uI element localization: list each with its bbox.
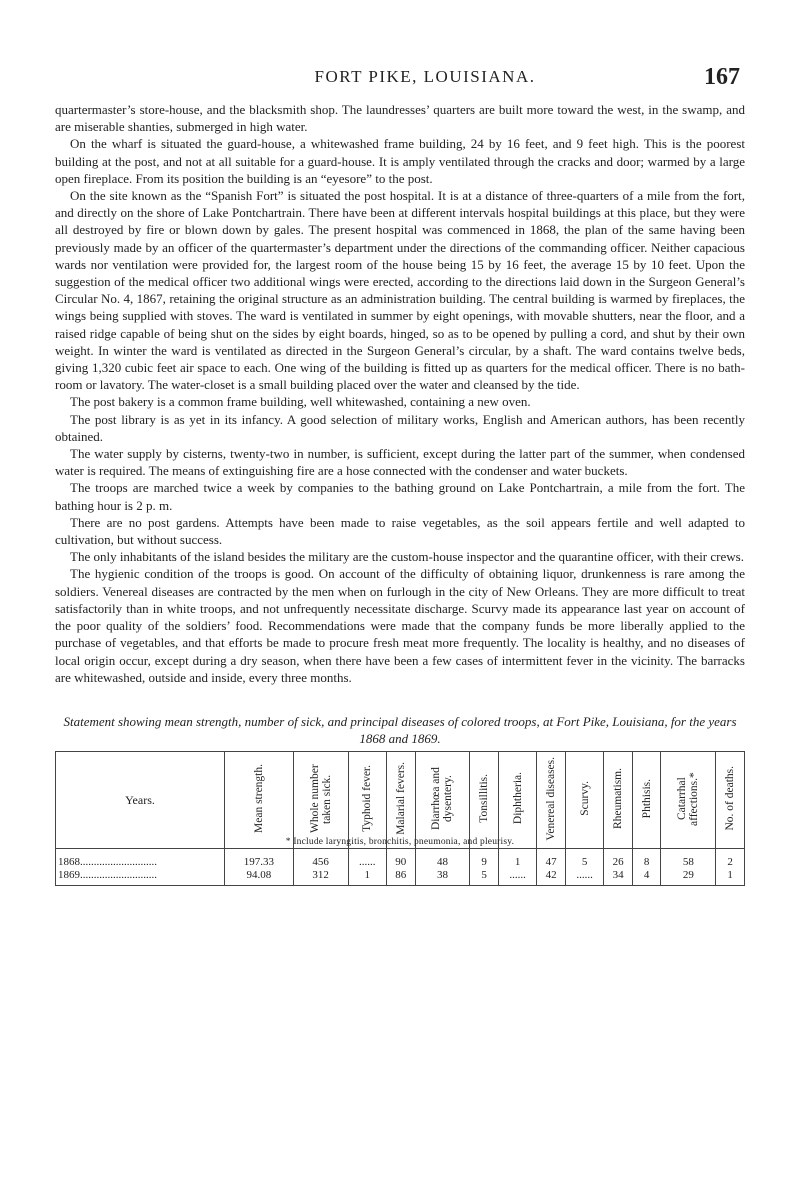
table-caption: Statement showing mean strength, number of sick, and principal diseases of colored troops, at Fort Pike, Louisiana, for the years 1868 and 1869.: [63, 714, 737, 746]
column-header: [716, 752, 745, 849]
column-header: [470, 752, 499, 849]
column-header: [348, 752, 386, 849]
table-cell: 48: [415, 849, 470, 869]
table-header-row: [56, 752, 745, 849]
paragraph: On the site known as the “Spanish Fort” is situated the post hospital. It is at a distance of three-quarters of a mile from the fort, and directly on the shore of Lake Pontchartrain. There have been at different intervals hospital buildings at this place, but they were all destroyed by fire or blown down by gales. The present hospital was commenced in 1868, the plan of the same having been previously made by an officer of the quartermaster’s department under the directions of the commanding officer. Neither capacious wards nor ventilation were provided for, the largest room of the house being 15 by 16 feet, the average 15 by 10 feet. Upon the suggestion of the medical officer two additional wings were erected, according to the directions laid down in the Surgeon General’s Circular No. 4, 1867, retaining the original structure as an administration building. The central building is warmed by fireplaces, the wings being supplied with stoves. The ward is ventilated in summer by eight openings, with movable shutters, near the floor, and a raised ridge capable of being shut on the sides by eight boards, hinged, so as to be opened by pulling a cord, and shut by their own weight. In winter the ward is ventilated as directed in the Surgeon General’s circular, by a shaft. The ward contains twelve beds, giving 1,320 cubic feet air space to each. One wing of the building is fitted up as quarters for the medical officer. There is no bath-room or lavatory. The water-closet is a small building placed over the water and cleansed by the tide.: [55, 188, 745, 393]
column-header: [661, 752, 716, 849]
paragraph: The troops are marched twice a week by companies to the bathing ground on Lake Pontchartrain, a mile from the fort. The bathing hour is 2 p. m.: [55, 480, 745, 513]
body-text: [55, 101, 745, 686]
column-header: [604, 752, 633, 849]
column-header: [537, 752, 566, 849]
table-cell: 34: [604, 868, 633, 886]
column-header: [293, 752, 348, 849]
paragraph: quartermaster’s store-house, and the blacksmith shop. The laundresses’ quarters are built more toward the west, in the swamp, and are miserable shanties, submerged in high water.: [55, 102, 745, 135]
table-cell: 5: [565, 849, 603, 869]
row-year: 1868............................: [56, 849, 225, 869]
column-header: [415, 752, 470, 849]
table-cell: 1: [498, 849, 536, 869]
column-header-label: Whole number taken sick.: [308, 764, 333, 833]
table-cell: 90: [386, 849, 415, 869]
table-cell: ......: [565, 868, 603, 886]
year-label: 1869: [58, 868, 80, 881]
column-header: [632, 752, 661, 849]
column-header-label: Catarrhal affections.*: [676, 771, 701, 826]
table-cell: 47: [537, 849, 566, 869]
table-row: [56, 849, 745, 869]
table-cell: 456: [293, 849, 348, 869]
table-cell: 94.08: [225, 868, 294, 886]
column-header-years: Years.: [56, 752, 225, 849]
table-cell: 86: [386, 868, 415, 886]
statistics-table: [55, 751, 745, 886]
column-header-label: No. of deaths.: [724, 766, 737, 831]
column-header: [225, 752, 294, 849]
table-cell: ......: [498, 868, 536, 886]
paragraph: The only inhabitants of the island besides the military are the custom-house inspector and the quarantine officer, with their crews.: [70, 549, 744, 565]
page-header: [110, 64, 740, 88]
table-cell: 197.33: [225, 849, 294, 869]
year-label: 1868: [58, 855, 80, 868]
table-cell: 58: [661, 849, 716, 869]
column-header: [565, 752, 603, 849]
table-cell: 26: [604, 849, 633, 869]
paragraph: There are no post gardens. Attempts have been made to raise vegetables, as the soil appears fertile and well adapted to cultivation, but without success.: [55, 514, 745, 548]
table-cell: 38: [415, 868, 470, 886]
column-header-label: Tonsillitis.: [478, 774, 491, 823]
column-header-label: Rheumatism.: [612, 767, 625, 829]
table-cell: 4: [632, 868, 661, 886]
paragraph: The post bakery is a common frame building, well whitewashed, containing a new oven.: [70, 394, 531, 410]
table-footnote: * Include laryngitis, bronchitis, pneumonia, and pleurisy.: [285, 837, 515, 847]
table-cell: 42: [537, 868, 566, 886]
table-cell: 1: [716, 868, 745, 886]
column-header-label: Diphtheria.: [511, 772, 524, 825]
column-header: [498, 752, 536, 849]
running-title: FORT PIKE, LOUISIANA.: [314, 67, 536, 86]
column-header-label: Venereal diseases.: [545, 756, 558, 841]
table-cell: 29: [661, 868, 716, 886]
column-header: [386, 752, 415, 849]
column-header-label: Typhoid fever.: [361, 765, 374, 832]
column-header-label: Malarial fevers.: [394, 762, 407, 835]
column-header-label: Diarrhœa and dysentery.: [430, 767, 455, 830]
table-cell: 1: [348, 868, 386, 886]
paragraph: The water supply by cisterns, twenty-two in number, is sufficient, except during the latter part of the summer, when condensed water is required. The means of extinguishing fire are a hose connected with the condenser and water buckets.: [55, 446, 745, 479]
table-cell: 9: [470, 849, 499, 869]
table-cell: ......: [348, 849, 386, 869]
table-row: [56, 868, 745, 886]
paragraph: The post library is as yet in its infancy. A good selection of military works, English and American authors, has been recently obtained.: [55, 411, 745, 444]
table-cell: 8: [632, 849, 661, 869]
table-cell: 312: [293, 868, 348, 886]
paragraph: The hygienic condition of the troops is good. On account of the difficulty of obtaining liquor, drunkenness is rare among the soldiers. Venereal diseases are contracted by the men when on furlough in the city of New Orleans. They are more difficult to treat satisfactorily than in white troops, and not unfrequently necessitate discharge. Scurvy made its appearance last year on account of the poor quality of the soldiers’ food. Recommendations were made that the company funds be more liberally applied to the purchase of vegetables, and that efforts be made to procure fresh meat more frequently. The locality is healthy, and no diseases of local origin occur, except during a dry season, when there have been a few cases of intermittent fever in the vicinity. The barracks are whitewashed, outside and inside, every three months.: [55, 566, 745, 685]
table-cell: 2: [716, 849, 745, 869]
paragraph: On the wharf is situated the guard-house, a whitewashed frame building, 24 by 16 feet, and 9 feet high. This is the poorest building at the post, and not at all suitable for a guard-house. It is amply ventilated through the cracks and door; warmed by a large open fireplace. From its position the building is an “eyesore” to the post.: [55, 136, 745, 186]
column-header-label: Phthisis.: [640, 778, 653, 819]
column-header-label: Scurvy.: [578, 781, 591, 816]
table-cell: 5: [470, 868, 499, 886]
page-number: 167: [704, 64, 740, 90]
column-header-label: Mean strength.: [252, 764, 265, 833]
row-year: 1869............................: [56, 868, 225, 886]
